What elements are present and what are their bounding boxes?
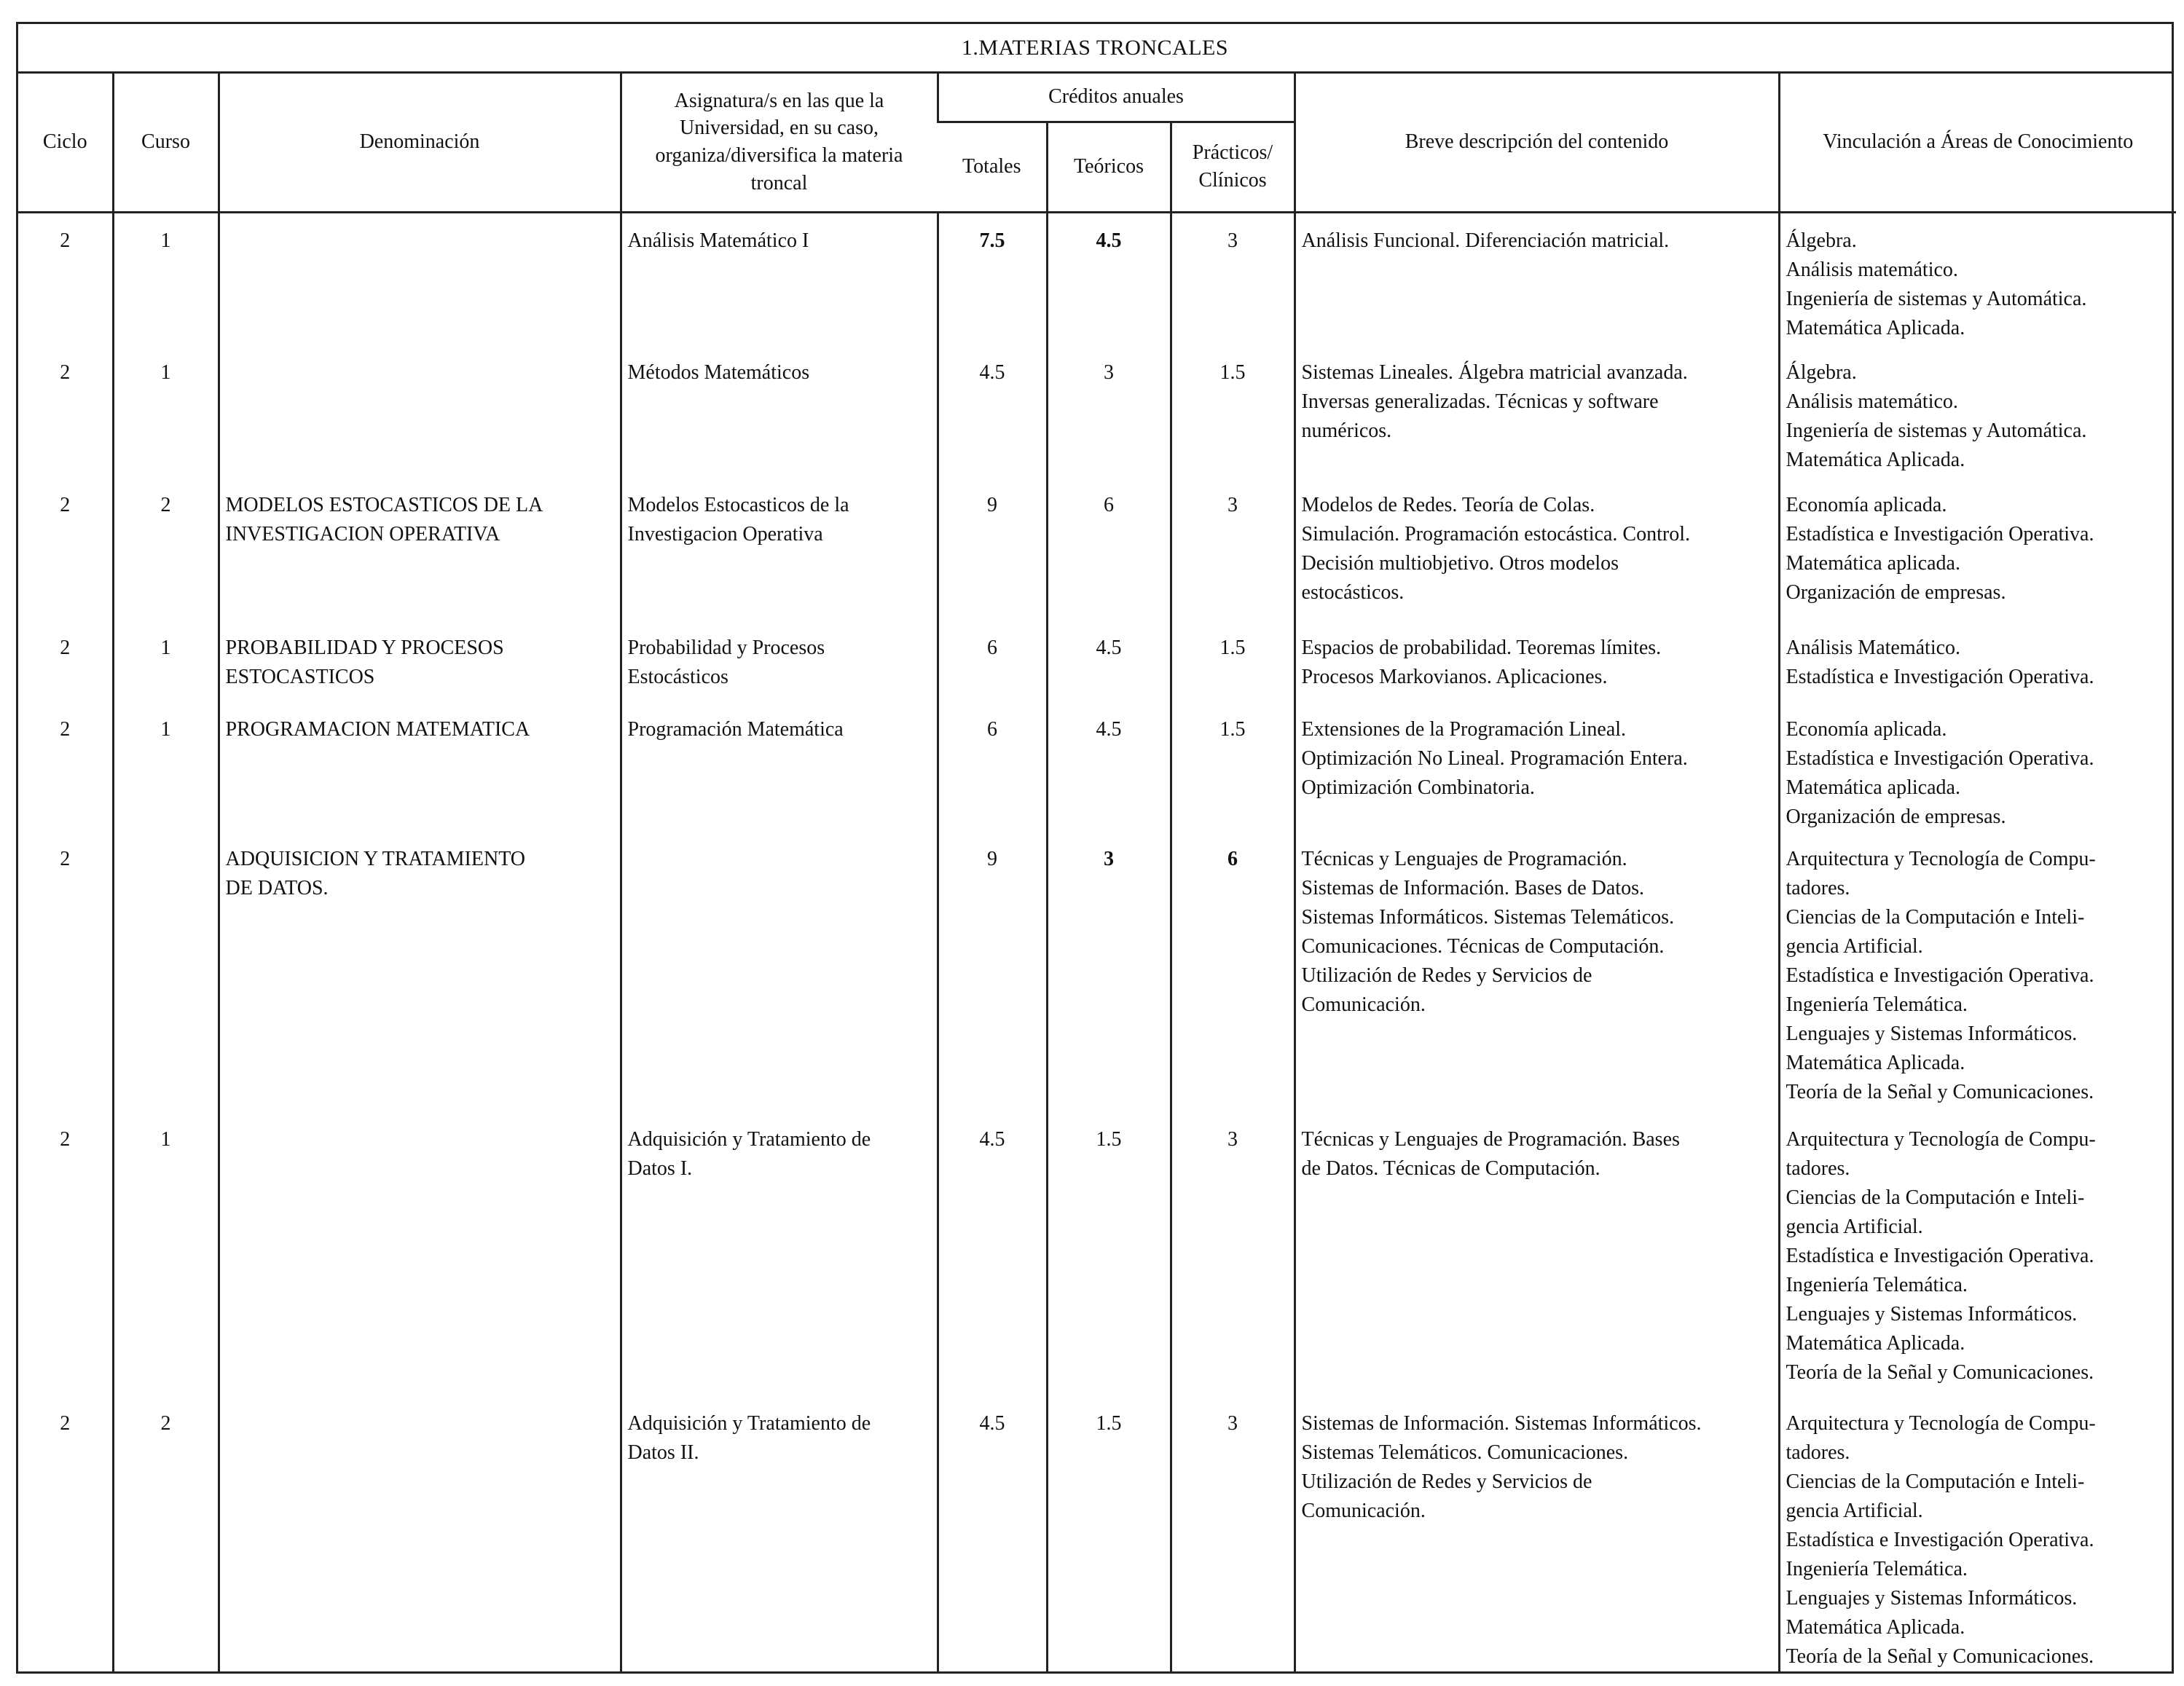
vinculacion-cell — [1779, 1396, 2176, 1671]
area-line: Arquitectura y Tecnología de Compu- — [1786, 1412, 2096, 1435]
practicos-cell — [1171, 1396, 1295, 1671]
area-line: Teoría de la Señal y Comunicaciones. — [1786, 1645, 2094, 1668]
area-line: gencia Artificial. — [1786, 1216, 1923, 1238]
header-practicos: Prácticos/ Clínicos — [1171, 122, 1295, 212]
ciclo-cell — [18, 621, 113, 702]
area-line: Arquitectura y Tecnología de Compu- — [1786, 848, 2096, 870]
descripcion-cell — [1295, 832, 1779, 1112]
header-curso: Curso — [113, 74, 219, 212]
curso-cell — [113, 1396, 219, 1671]
denominacion-cell — [219, 832, 621, 1112]
area-line: Economía aplicada. — [1786, 718, 1947, 741]
descripcion-line: de Datos. Técnicas de Computación. — [1301, 1157, 1600, 1180]
denominacion-cell — [219, 1396, 621, 1671]
area-line: Estadística e Investigación Operativa. — [1786, 1529, 2094, 1551]
asignatura-cell — [621, 212, 938, 345]
denominacion-cell — [219, 1112, 621, 1396]
descripcion-line: Procesos Markovianos. Aplicaciones. — [1301, 666, 1608, 688]
area-line: Estadística e Investigación Operativa. — [1786, 666, 2094, 688]
ciclo-cell — [18, 1112, 113, 1396]
descripcion-line: Simulación. Programación estocástica. Control. — [1301, 523, 1690, 545]
practicos-cell-value: 6 — [1227, 848, 1238, 870]
teoricos-cell-value: 4.5 — [1096, 637, 1122, 659]
teoricos-cell-value: 1.5 — [1096, 1128, 1122, 1151]
area-line: Estadística e Investigación Operativa. — [1786, 747, 2094, 770]
ciclo-cell — [18, 1396, 113, 1671]
area-line: Álgebra. — [1786, 361, 1857, 384]
asignatura-line: Modelos Estocasticos de la — [627, 494, 849, 516]
area-line: tadores. — [1786, 1157, 1850, 1180]
teoricos-cell-value: 3 — [1104, 848, 1114, 870]
totales-cell — [938, 1396, 1047, 1671]
teoricos-cell — [1047, 345, 1171, 478]
table-row — [18, 478, 2176, 621]
area-line: Lenguajes y Sistemas Informáticos. — [1786, 1023, 2078, 1045]
practicos-cell-value: 3 — [1227, 494, 1238, 516]
descripcion-line: Comunicación. — [1301, 1500, 1426, 1522]
ciclo-cell-value: 2 — [60, 494, 71, 516]
denominacion-cell — [219, 478, 621, 621]
descripcion-line: Sistemas Informáticos. Sistemas Telemáticos. — [1301, 906, 1675, 929]
descripcion-cell — [1295, 212, 1779, 345]
denominacion-cell — [219, 345, 621, 478]
header-ciclo: Ciclo — [18, 74, 113, 212]
descripcion-line: Análisis Funcional. Diferenciación matricial. — [1301, 229, 1670, 252]
descripcion-line: Sistemas Telemáticos. Comunicaciones. — [1301, 1441, 1629, 1464]
descripcion-line: Utilización de Redes y Servicios de — [1301, 1470, 1592, 1493]
descripcion-line: Utilización de Redes y Servicios de — [1301, 964, 1592, 987]
descripcion-line: Modelos de Redes. Teoría de Colas. — [1301, 494, 1595, 516]
descripcion-cell — [1295, 345, 1779, 478]
asignatura-line: Análisis Matemático I — [627, 229, 809, 252]
denominacion-line: ESTOCASTICOS — [225, 666, 375, 688]
ciclo-cell — [18, 345, 113, 478]
area-line: gencia Artificial. — [1786, 1500, 1923, 1522]
header-denominacion: Denominación — [219, 74, 621, 212]
area-line: Ingeniería Telemática. — [1786, 1558, 1968, 1580]
ciclo-cell-value: 2 — [60, 1412, 71, 1435]
area-line: Ingeniería de sistemas y Automática. — [1786, 419, 2087, 442]
area-line: Estadística e Investigación Operativa. — [1786, 964, 2094, 987]
descripcion-line: Sistemas Lineales. Álgebra matricial avanzada. — [1301, 361, 1688, 384]
curso-cell — [113, 621, 219, 702]
denominacion-line: PROGRAMACION MATEMATICA — [225, 718, 530, 741]
curso-cell-value: 1 — [160, 718, 171, 741]
area-line: Lenguajes y Sistemas Informáticos. — [1786, 1303, 2078, 1325]
area-line: Ciencias de la Computación e Inteli- — [1786, 1470, 2085, 1493]
materias-table — [18, 74, 2176, 1671]
totales-cell — [938, 1112, 1047, 1396]
curso-cell-value: 2 — [160, 1412, 171, 1435]
asignatura-line: Probabilidad y Procesos — [627, 637, 825, 659]
vinculacion-cell — [1779, 702, 2176, 832]
asignatura-line: Adquisición y Tratamiento de — [627, 1412, 871, 1435]
denominacion-cell — [219, 212, 621, 345]
area-line: tadores. — [1786, 877, 1850, 899]
descripcion-line: numéricos. — [1301, 419, 1392, 442]
document-title: 1.MATERIAS TRONCALES — [18, 24, 2172, 74]
area-line: Economía aplicada. — [1786, 494, 1947, 516]
area-line: Análisis Matemático. — [1786, 637, 1961, 659]
asignatura-line: Estocásticos — [627, 666, 728, 688]
materias-troncales-document — [16, 22, 2174, 1674]
asignatura-line: Datos I. — [627, 1157, 693, 1180]
vinculacion-cell — [1779, 212, 2176, 345]
descripcion-line: Espacios de probabilidad. Teoremas límites. — [1301, 637, 1662, 659]
descripcion-cell — [1295, 621, 1779, 702]
curso-cell-value: 1 — [160, 637, 171, 659]
practicos-cell-value: 1.5 — [1219, 361, 1246, 384]
practicos-cell-value: 1.5 — [1219, 718, 1246, 741]
curso-cell-value: 2 — [160, 494, 171, 516]
area-line: Matemática Aplicada. — [1786, 1332, 1965, 1355]
asignatura-cell — [621, 478, 938, 621]
teoricos-cell-value: 3 — [1104, 361, 1114, 384]
practicos-cell-value: 3 — [1227, 229, 1238, 252]
practicos-cell-value: 3 — [1227, 1128, 1238, 1151]
area-line: Matemática Aplicada. — [1786, 1052, 1965, 1074]
totales-cell-value: 7.5 — [979, 229, 1005, 252]
asignatura-line: Adquisición y Tratamiento de — [627, 1128, 871, 1151]
area-line: Matemática aplicada. — [1786, 552, 1960, 575]
table-row — [18, 345, 2176, 478]
descripcion-line: Decisión multiobjetivo. Otros modelos — [1301, 552, 1619, 575]
curso-cell — [113, 832, 219, 1112]
area-line: Matemática Aplicada. — [1786, 316, 1965, 339]
practicos-cell — [1171, 621, 1295, 702]
totales-cell-value: 9 — [987, 848, 997, 870]
totales-cell-value: 4.5 — [979, 1412, 1005, 1435]
totales-cell — [938, 478, 1047, 621]
curso-cell — [113, 478, 219, 621]
descripcion-cell — [1295, 702, 1779, 832]
area-line: Organización de empresas. — [1786, 581, 2006, 604]
descripcion-cell — [1295, 478, 1779, 621]
ciclo-cell-value: 2 — [60, 718, 71, 741]
area-line: Estadística e Investigación Operativa. — [1786, 523, 2094, 545]
totales-cell — [938, 832, 1047, 1112]
area-line: Estadística e Investigación Operativa. — [1786, 1245, 2094, 1267]
descripcion-line: Técnicas y Lenguajes de Programación. — [1301, 848, 1627, 870]
asignatura-line: Investigacion Operativa — [627, 523, 823, 545]
teoricos-cell — [1047, 621, 1171, 702]
header-descripcion: Breve descripción del contenido — [1295, 74, 1779, 212]
descripcion-cell — [1295, 1396, 1779, 1671]
descripcion-line: Optimización Combinatoria. — [1301, 776, 1535, 799]
area-line: Matemática aplicada. — [1786, 776, 1960, 799]
vinculacion-cell — [1779, 832, 2176, 1112]
header-teoricos: Teóricos — [1047, 122, 1171, 212]
area-line: Ingeniería Telemática. — [1786, 1274, 1968, 1296]
vinculacion-cell — [1779, 478, 2176, 621]
table-row — [18, 212, 2176, 345]
descripcion-line: Sistemas de Información. Bases de Datos. — [1301, 877, 1644, 899]
teoricos-cell — [1047, 478, 1171, 621]
totales-cell — [938, 702, 1047, 832]
ciclo-cell-value: 2 — [60, 1128, 71, 1151]
teoricos-cell — [1047, 1112, 1171, 1396]
table-row — [18, 832, 2176, 1112]
teoricos-cell — [1047, 832, 1171, 1112]
denominacion-line: INVESTIGACION OPERATIVA — [225, 523, 500, 545]
teoricos-cell-value: 4.5 — [1096, 718, 1122, 741]
denominacion-line: DE DATOS. — [225, 877, 329, 899]
curso-cell — [113, 1112, 219, 1396]
table-body — [18, 212, 2176, 1671]
totales-cell-value: 6 — [987, 718, 997, 741]
table-row — [18, 621, 2176, 702]
area-line: Teoría de la Señal y Comunicaciones. — [1786, 1081, 2094, 1103]
header-asignatura: Asignatura/s en las que la Universidad, en su caso, organiza/diversifica la materia troncal — [621, 74, 938, 212]
practicos-cell — [1171, 832, 1295, 1112]
descripcion-line: Extensiones de la Programación Lineal. — [1301, 718, 1627, 741]
totales-cell-value: 4.5 — [979, 1128, 1005, 1151]
asignatura-line: Datos II. — [627, 1441, 699, 1464]
descripcion-line: Inversas generalizadas. Técnicas y software — [1301, 390, 1659, 413]
totales-cell-value: 6 — [987, 637, 997, 659]
descripcion-line: Comunicación. — [1301, 993, 1426, 1016]
teoricos-cell-value: 1.5 — [1096, 1412, 1122, 1435]
area-line: gencia Artificial. — [1786, 935, 1923, 958]
practicos-cell — [1171, 212, 1295, 345]
header-vinculacion: Vinculación a Áreas de Conocimiento — [1779, 74, 2176, 212]
totales-cell — [938, 345, 1047, 478]
header-totales: Totales — [938, 122, 1047, 212]
denominacion-line: PROBABILIDAD Y PROCESOS — [225, 637, 504, 659]
ciclo-cell-value: 2 — [60, 848, 71, 870]
area-line: Análisis matemático. — [1786, 390, 1958, 413]
descripcion-line: estocásticos. — [1301, 581, 1405, 604]
descripcion-cell — [1295, 1112, 1779, 1396]
asignatura-cell — [621, 1112, 938, 1396]
teoricos-cell — [1047, 702, 1171, 832]
area-line: Matemática Aplicada. — [1786, 449, 1965, 471]
denominacion-line: MODELOS ESTOCASTICOS DE LA — [225, 494, 543, 516]
descripcion-line: Comunicaciones. Técnicas de Computación. — [1301, 935, 1665, 958]
teoricos-cell — [1047, 212, 1171, 345]
asignatura-line: Métodos Matemáticos — [627, 361, 810, 384]
teoricos-cell-value: 6 — [1104, 494, 1114, 516]
ciclo-cell — [18, 212, 113, 345]
descripcion-line: Sistemas de Información. Sistemas Informáticos. — [1301, 1412, 1702, 1435]
totales-cell — [938, 212, 1047, 345]
totales-cell — [938, 621, 1047, 702]
curso-cell — [113, 345, 219, 478]
denominacion-cell — [219, 702, 621, 832]
asignatura-cell — [621, 345, 938, 478]
practicos-cell — [1171, 1112, 1295, 1396]
area-line: tadores. — [1786, 1441, 1850, 1464]
ciclo-cell — [18, 478, 113, 621]
curso-cell-value: 1 — [160, 361, 171, 384]
table-row — [18, 1396, 2176, 1671]
asignatura-cell — [621, 832, 938, 1112]
area-line: Teoría de la Señal y Comunicaciones. — [1786, 1361, 2094, 1384]
area-line: Ciencias de la Computación e Inteli- — [1786, 906, 2085, 929]
practicos-cell-value: 1.5 — [1219, 637, 1246, 659]
denominacion-cell — [219, 621, 621, 702]
vinculacion-cell — [1779, 1112, 2176, 1396]
vinculacion-cell — [1779, 345, 2176, 478]
area-line: Lenguajes y Sistemas Informáticos. — [1786, 1587, 2078, 1610]
practicos-cell-value: 3 — [1227, 1412, 1238, 1435]
area-line: Ingeniería Telemática. — [1786, 993, 1968, 1016]
totales-cell-value: 9 — [987, 494, 997, 516]
descripcion-line: Técnicas y Lenguajes de Programación. Bases — [1301, 1128, 1680, 1151]
totales-cell-value: 4.5 — [979, 361, 1005, 384]
ciclo-cell — [18, 832, 113, 1112]
asignatura-cell — [621, 621, 938, 702]
asignatura-line: Programación Matemática — [627, 718, 844, 741]
curso-cell — [113, 212, 219, 345]
area-line: Álgebra. — [1786, 229, 1857, 252]
table-row — [18, 702, 2176, 832]
area-line: Arquitectura y Tecnología de Compu- — [1786, 1128, 2096, 1151]
curso-cell-value: 1 — [160, 1128, 171, 1151]
ciclo-cell-value: 2 — [60, 229, 71, 252]
practicos-cell — [1171, 345, 1295, 478]
asignatura-cell — [621, 702, 938, 832]
denominacion-line: ADQUISICION Y TRATAMIENTO — [225, 848, 526, 870]
ciclo-cell-value: 2 — [60, 361, 71, 384]
descripcion-line: Optimización No Lineal. Programación Entera. — [1301, 747, 1688, 770]
teoricos-cell — [1047, 1396, 1171, 1671]
curso-cell-value: 1 — [160, 229, 171, 252]
area-line: Ciencias de la Computación e Inteli- — [1786, 1186, 2085, 1209]
teoricos-cell-value: 4.5 — [1096, 229, 1122, 252]
table-row — [18, 1112, 2176, 1396]
ciclo-cell-value: 2 — [60, 637, 71, 659]
area-line: Organización de empresas. — [1786, 805, 2006, 828]
vinculacion-cell — [1779, 621, 2176, 702]
asignatura-cell — [621, 1396, 938, 1671]
area-line: Matemática Aplicada. — [1786, 1616, 1965, 1639]
curso-cell — [113, 702, 219, 832]
practicos-cell — [1171, 702, 1295, 832]
area-line: Análisis matemático. — [1786, 258, 1958, 281]
header-creditos-anuales: Créditos anuales — [938, 74, 1295, 122]
area-line: Ingeniería de sistemas y Automática. — [1786, 287, 2087, 310]
ciclo-cell — [18, 702, 113, 832]
practicos-cell — [1171, 478, 1295, 621]
